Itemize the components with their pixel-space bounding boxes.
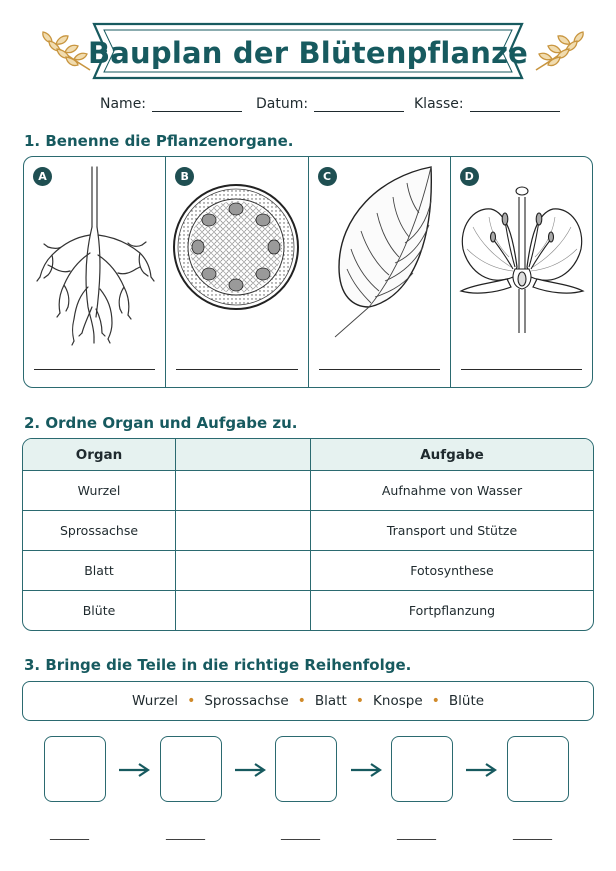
word-separator: • xyxy=(431,693,440,709)
order-blank-5[interactable]: ______ xyxy=(513,826,552,841)
header-aufgabe: Aufgabe xyxy=(420,446,484,463)
panel-c xyxy=(309,157,451,387)
laurel-right-icon xyxy=(530,26,588,78)
answer-line-a[interactable] xyxy=(34,369,155,370)
aufgabe-cell: Fotosynthese xyxy=(410,563,494,578)
stem-cross-section-icon xyxy=(166,157,308,388)
badge-b: B xyxy=(175,167,194,186)
name-field[interactable] xyxy=(100,96,242,112)
badge-c: C xyxy=(318,167,337,186)
arrow-right-icon xyxy=(349,762,383,778)
answer-line-b[interactable] xyxy=(176,369,297,370)
organ-cell: Wurzel xyxy=(23,471,176,510)
table-row xyxy=(23,510,593,550)
order-box-4[interactable] xyxy=(391,736,453,802)
word-bank xyxy=(22,681,594,721)
badge-a: A xyxy=(33,167,52,186)
arrow-right-icon xyxy=(464,762,498,778)
word-item: Wurzel xyxy=(131,693,179,709)
section1-heading: 1. Benenne die Pflanzenorgane. xyxy=(24,132,294,150)
order-blank-3[interactable]: ______ xyxy=(281,826,320,841)
order-box-1[interactable] xyxy=(44,736,106,802)
word-item: Knospe xyxy=(373,693,423,709)
order-blank-4[interactable]: ______ xyxy=(397,826,436,841)
root-icon xyxy=(24,157,165,388)
order-blank-2[interactable]: ______ xyxy=(166,826,205,841)
class-field[interactable] xyxy=(414,96,560,112)
table-row xyxy=(23,590,593,630)
table-row xyxy=(23,470,593,510)
aufgabe-cell: Transport und Stütze xyxy=(386,523,518,538)
aufgabe-cell: Fortpflanzung xyxy=(408,603,496,618)
arrow-right-icon xyxy=(117,762,151,778)
date-field[interactable] xyxy=(256,96,404,112)
match-cell[interactable] xyxy=(176,551,311,590)
word-separator: • xyxy=(187,693,196,709)
word-item: Sprossachse xyxy=(204,693,289,709)
order-box-5[interactable] xyxy=(507,736,569,802)
flower-icon xyxy=(451,157,593,388)
page-title: Bauplan der Blütenpflanze xyxy=(87,36,529,70)
order-blank-1[interactable]: ______ xyxy=(50,826,89,841)
order-box-2[interactable] xyxy=(160,736,222,802)
matching-table xyxy=(22,438,594,631)
aufgabe-cell: Aufnahme von Wasser xyxy=(381,483,523,498)
panel-a xyxy=(24,157,166,387)
name-label: Name: xyxy=(100,96,147,112)
word-item: Blüte xyxy=(448,693,485,709)
match-cell[interactable] xyxy=(176,591,311,630)
organ-panels xyxy=(23,156,593,388)
header-empty xyxy=(176,439,311,470)
section3-heading: 3. Bringe die Teile in die richtige Reihenfolge. xyxy=(24,656,412,674)
order-box-3[interactable] xyxy=(275,736,337,802)
word-separator: • xyxy=(297,693,306,709)
table-header-row xyxy=(23,439,593,470)
organ-cell: Blüte xyxy=(23,591,176,630)
leaf-icon xyxy=(309,157,451,388)
answer-line-d[interactable] xyxy=(461,369,582,370)
word-separator: • xyxy=(355,693,365,709)
date-label: Datum: xyxy=(256,96,309,112)
badge-d: D xyxy=(460,167,479,186)
organ-cell: Sprossachse xyxy=(23,511,176,550)
panel-b xyxy=(166,157,308,387)
word-item: Blatt xyxy=(314,693,347,709)
arrow-right-icon xyxy=(233,762,267,778)
panel-d xyxy=(451,157,592,387)
table-row xyxy=(23,550,593,590)
answer-line-c[interactable] xyxy=(319,369,440,370)
match-cell[interactable] xyxy=(176,471,311,510)
match-cell[interactable] xyxy=(176,511,311,550)
section2-heading: 2. Ordne Organ und Aufgabe zu. xyxy=(24,414,298,432)
organ-cell: Blatt xyxy=(23,551,176,590)
class-label: Klasse: xyxy=(414,96,464,112)
header-organ: Organ xyxy=(23,439,176,470)
laurel-left-icon xyxy=(38,26,96,78)
